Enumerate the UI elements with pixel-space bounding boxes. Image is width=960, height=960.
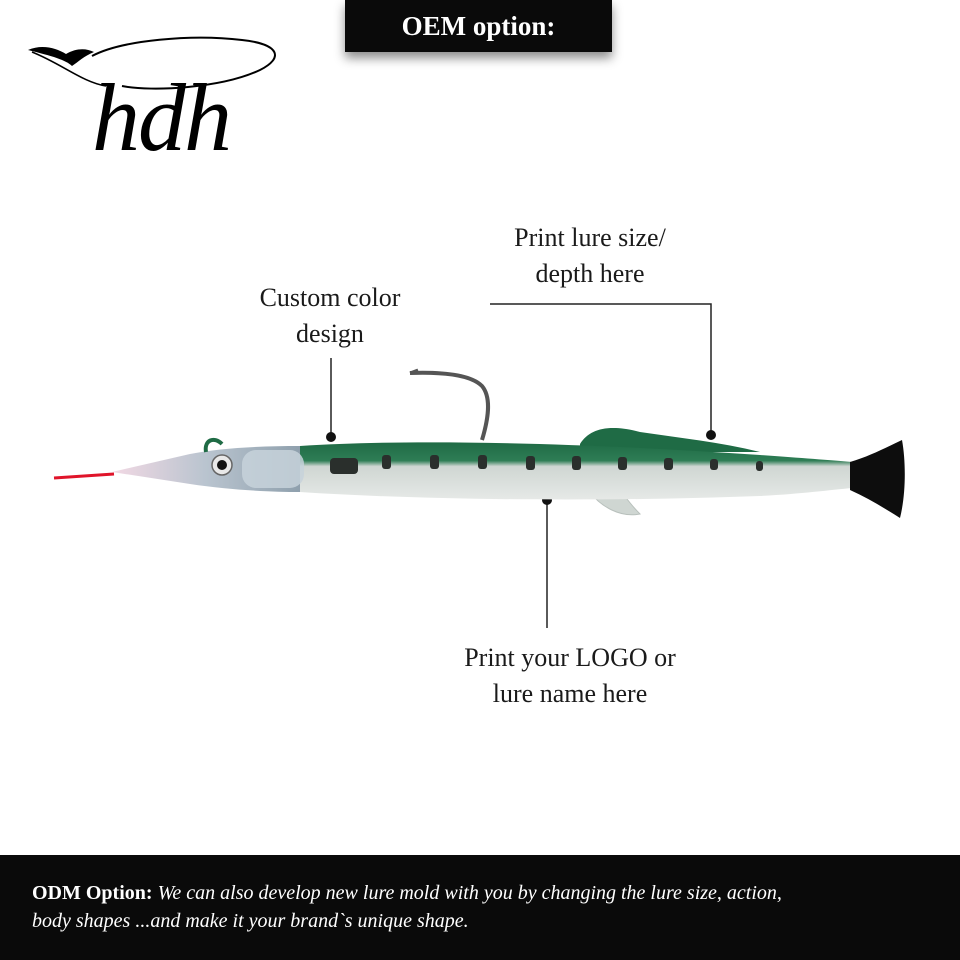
caption-logo-name-line2: lure name here <box>492 679 648 708</box>
lure-pupil <box>217 460 227 470</box>
lure-tail <box>850 440 905 518</box>
callout-dot-size <box>706 430 716 440</box>
caption-logo-name-line1: Print your LOGO or <box>464 643 676 672</box>
odm-text-line2: body shapes ...and make it your brand`s unique shape. <box>32 910 469 932</box>
callout-line-size <box>490 304 711 435</box>
caption-lure-size-line2: depth here <box>535 259 645 288</box>
odm-footer <box>0 855 960 960</box>
lure-body <box>300 442 852 499</box>
oem-banner-label: OEM option: <box>401 10 556 41</box>
nose-tip <box>54 474 114 478</box>
logo-text: hdh <box>92 64 230 165</box>
lure-cheek <box>242 450 304 488</box>
odm-text-line1: We can also develop new lure mold with you by changing the lure size, action, <box>157 882 782 904</box>
odm-title: ODM Option: <box>32 882 153 904</box>
caption-custom-color-line2: design <box>296 319 364 348</box>
callout-dot-color <box>326 432 336 442</box>
hook-icon <box>410 370 488 440</box>
caption-custom-color-line1: Custom color <box>259 283 401 312</box>
caption-lure-size-line1: Print lure size/ <box>514 223 666 252</box>
